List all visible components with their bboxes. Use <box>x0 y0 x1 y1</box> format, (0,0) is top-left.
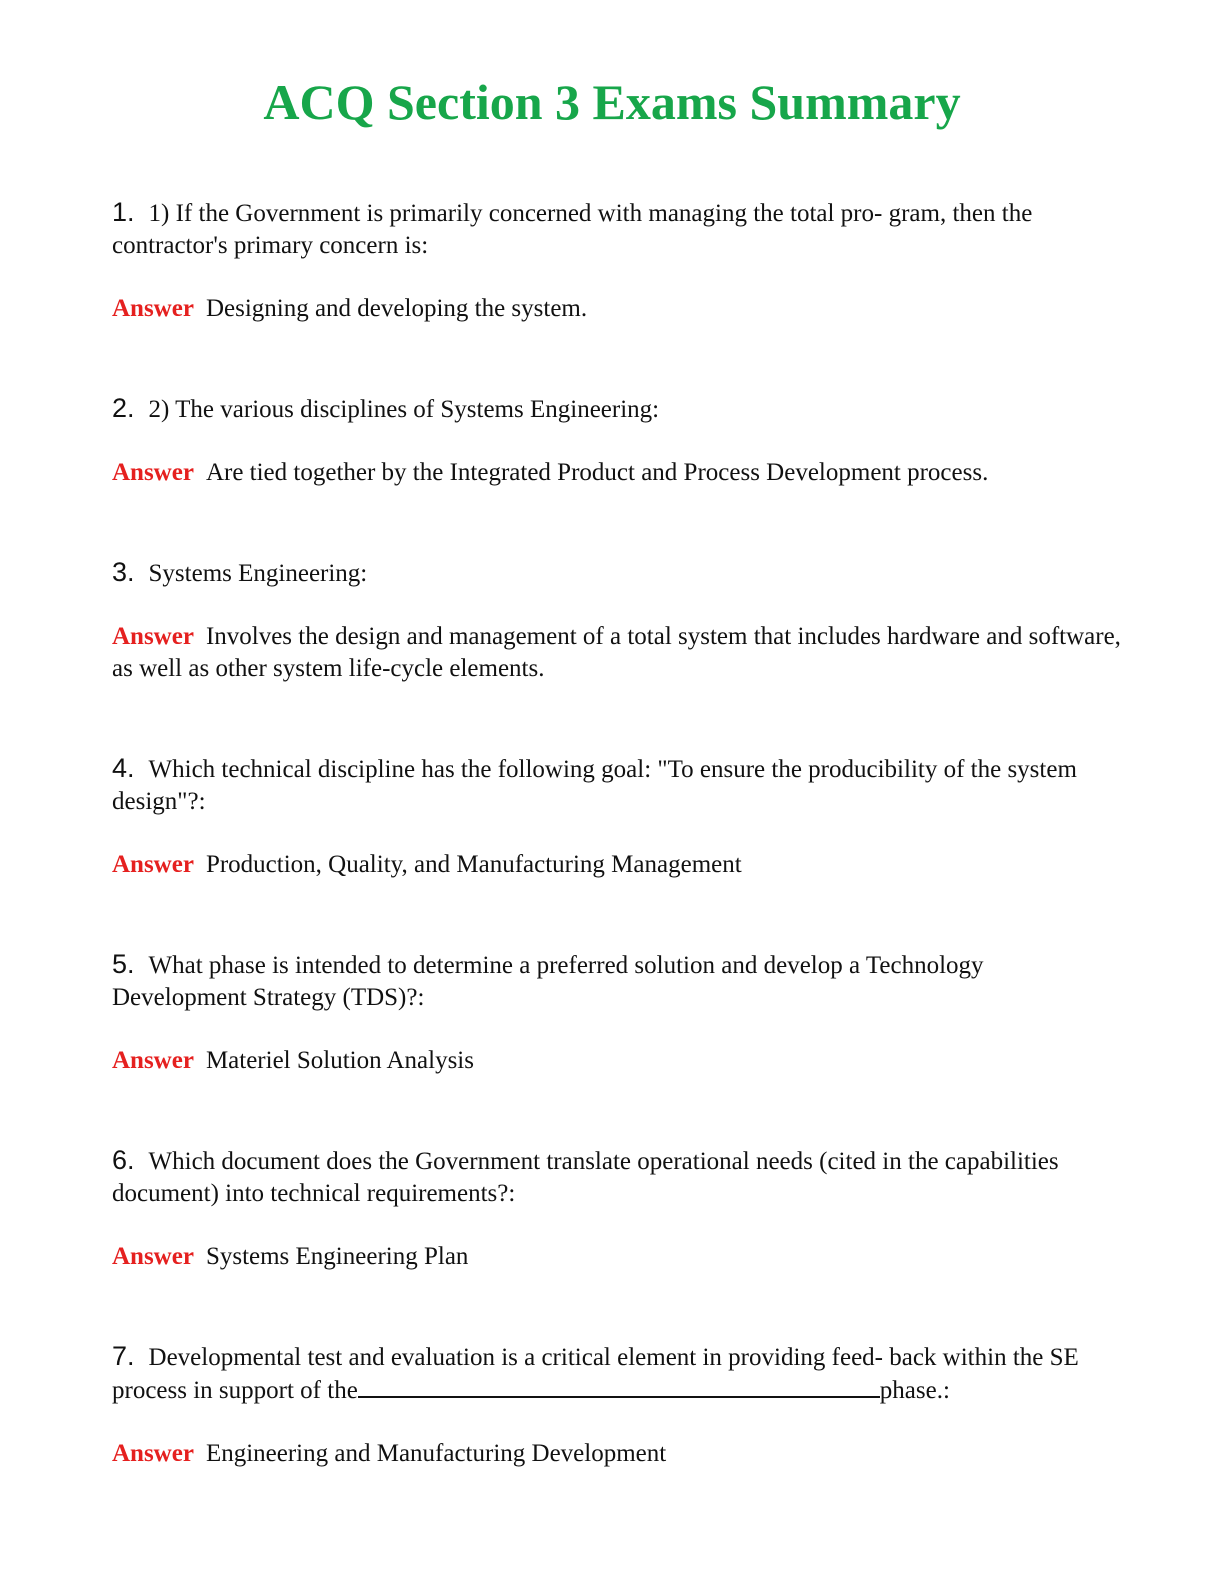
question-text: What phase is intended to determine a preferred solution and develop a Technology Development Strategy (TDS)?: <box>112 952 984 1011</box>
question-1 <box>112 196 1122 262</box>
question-number: 1. <box>112 197 135 227</box>
qa-item-3 <box>112 556 1122 685</box>
answer-text: Materiel Solution Analysis <box>205 1047 474 1074</box>
answer-text: Systems Engineering Plan <box>205 1243 469 1270</box>
question-6 <box>112 1144 1122 1210</box>
answer-text: Designing and developing the system. <box>205 295 588 322</box>
qa-item-6 <box>112 1144 1122 1273</box>
answer-text: Are tied together by the Integrated Product and Process Development process. <box>205 459 989 486</box>
question-text: 1) If the Government is primarily concerned with managing the total pro- gram, then the contractor's primary concern is: <box>112 200 1033 259</box>
question-2 <box>112 392 1122 426</box>
answer-label: Answer <box>112 851 194 878</box>
question-number: 2. <box>112 393 135 423</box>
answer-6 <box>112 1241 1122 1273</box>
answer-label: Answer <box>112 623 194 650</box>
answer-text: Engineering and Manufacturing Development <box>205 1440 667 1467</box>
answer-label: Answer <box>112 1047 194 1074</box>
qa-list <box>112 196 1122 1470</box>
question-text: 2) The various disciplines of Systems Engineering: <box>148 396 660 423</box>
qa-item-7 <box>112 1340 1122 1470</box>
answer-5 <box>112 1045 1122 1077</box>
question-7 <box>112 1340 1122 1407</box>
question-text: Developmental test and evaluation is a critical element in providing feed- back within the SE process in support of the <box>112 1344 1079 1404</box>
answer-label: Answer <box>112 295 194 322</box>
question-text: Which technical discipline has the following goal: "To ensure the producibility of the system design"?: <box>112 756 1077 815</box>
question-5 <box>112 948 1122 1014</box>
answer-2 <box>112 457 1122 489</box>
question-number: 4. <box>112 753 135 783</box>
qa-item-2 <box>112 392 1122 489</box>
question-number: 6. <box>112 1145 135 1175</box>
page-title: ACQ Section 3 Exams Summary <box>263 74 961 130</box>
qa-item-5 <box>112 948 1122 1077</box>
answer-label: Answer <box>112 1440 194 1467</box>
answer-text: Involves the design and management of a total system that includes hardware and software, as well as other system life-cycle elements. <box>112 623 1121 682</box>
qa-item-4 <box>112 752 1122 881</box>
question-number: 5. <box>112 949 135 979</box>
question-4 <box>112 752 1122 818</box>
question-text: Systems Engineering: <box>148 560 368 587</box>
question-3 <box>112 556 1122 590</box>
fill-in-blank <box>358 1374 880 1398</box>
qa-item-1 <box>112 196 1122 325</box>
question-number: 7. <box>112 1341 135 1371</box>
question-text-end: phase.: <box>879 1377 950 1404</box>
answer-7 <box>112 1438 1122 1470</box>
answer-label: Answer <box>112 1243 194 1270</box>
answer-4 <box>112 849 1122 881</box>
answer-text: Production, Quality, and Manufacturing Management <box>205 851 742 878</box>
answer-1 <box>112 293 1122 325</box>
answer-3 <box>112 621 1122 685</box>
question-text: Which document does the Government translate operational needs (cited in the capabilities document) into technical requirements?: <box>112 1148 1059 1207</box>
answer-label: Answer <box>112 459 194 486</box>
question-number: 3. <box>112 557 135 587</box>
